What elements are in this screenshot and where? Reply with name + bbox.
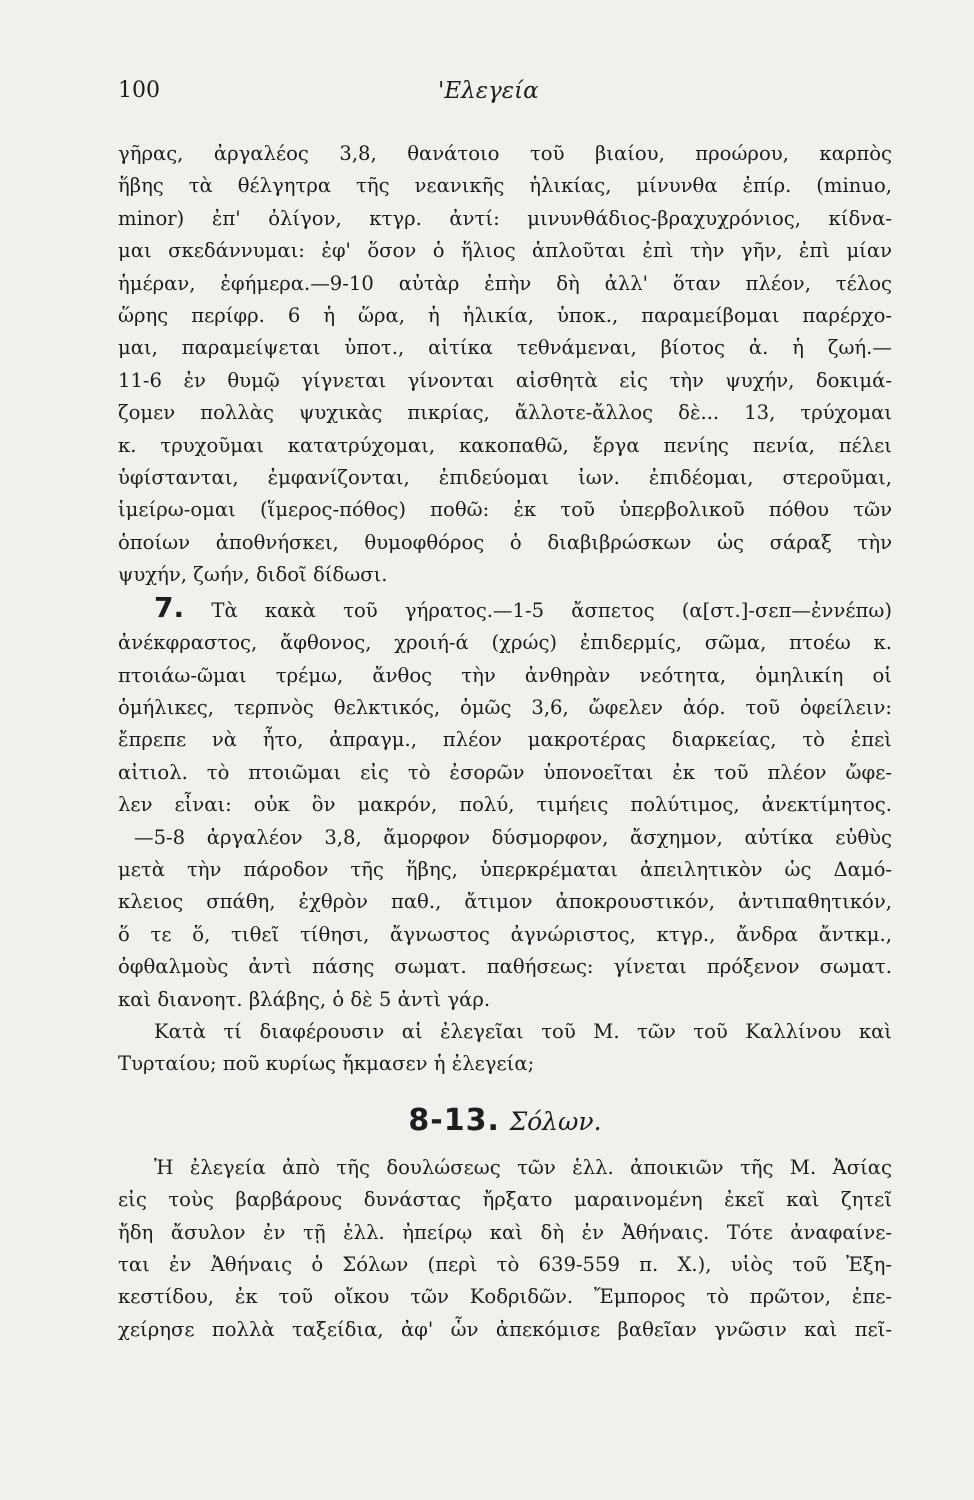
- study-question: [118, 1016, 892, 1081]
- text-line: μαι, παραμείψεται ὑποτ., αἰτίκα τεθνάμεναι, βίοτος ἀ. ἡ ζωή.—: [118, 336, 892, 360]
- text-line: ζομεν πολλὰς ψυχικὰς πικρίας, ἄλλοτε-ἄλλος δὲ... 13, τρύχομαι: [118, 401, 892, 425]
- running-head: [118, 70, 892, 116]
- running-title: 'Ελεγεία: [438, 78, 539, 104]
- text-line: ψυχήν, ζωήν, διδοῖ δίδωσι.: [118, 563, 388, 587]
- text-line: ἤδη ἄσυλον ἐν τῇ ἑλλ. ἠπείρῳ καὶ δὴ ἐν Ἀθήναις. Τότε ἀναφαίνε-: [118, 1220, 892, 1244]
- text-line: ὅ τε ὅ, τιθεῖ τίθησι, ἄγνωστος ἀγνώριστος, κτγρ., ἄνδρα ἄντκμ.,: [118, 922, 892, 946]
- text-line: αἰτιολ. τὸ πτοιῶμαι εἰς τὸ ἐσορῶν ὑπονοεῖται ἐκ τοῦ πλέον ὤφε-: [118, 760, 892, 784]
- text-line: Ἡ ἐλεγεία ἀπὸ τῆς δουλώσεως τῶν ἑλλ. ἀποικιῶν τῆς Μ. Ἀσίας: [154, 1155, 892, 1179]
- section-heading-title: Σόλων.: [509, 1106, 602, 1136]
- section-7-first-line: [118, 592, 892, 627]
- page-number: 100: [118, 78, 160, 103]
- text-line: εἰς τοὺς βαρβάρους δυνάστας ἤρξατο μαραινομένη ἐκεῖ καὶ ζητεῖ: [118, 1188, 892, 1212]
- text-line: ὑφίστανται, ἐμφανίζονται, ἐπιδεύομαι ἰων. ἐπιδέομαι, στεροῦμαι,: [118, 466, 892, 490]
- text-line: λεν εἶναι: οὐκ ὂν μακρόν, πολύ, τιμήεις πολύτιμος, ἀνεκτίμητος.: [118, 793, 892, 817]
- text-line: ἡμέραν, ἐφήμερα.—9-10 αὐτὰρ ἐπὴν δὴ ἀλλ' ὅταν πλέον, τέλος: [118, 271, 892, 295]
- text-line: ὁποίων ἀποθνήσκει, θυμοφθόρος ὁ διαβιβρώσκων ὡς σάραξ τὴν: [118, 530, 892, 554]
- text-line: Τυρταίου; ποῦ κυρίως ἤκμασεν ἡ ἐλεγεία;: [118, 1052, 535, 1076]
- text-line: κεστίδου, ἐκ τοῦ οἴκου τῶν Κοδριδῶν. Ἔμπορος τὸ πρῶτον, ἐπε-: [118, 1285, 892, 1309]
- commentary-paragraph: [118, 138, 892, 592]
- text-line: Κατὰ τί διαφέρουσιν αἱ ἐλεγεῖαι τοῦ Μ. τῶν τοῦ Καλλίνου καὶ: [154, 1019, 892, 1043]
- text-line: ἱμείρω-ομαι (ἵμερος-πόθος) ποθῶ: ἐκ τοῦ ὑπερβολικοῦ πόθου τῶν: [118, 498, 892, 522]
- text-line: 11-6 ἐν θυμῷ γίγνεται γίνονται αἰσθητὰ εἰς τὴν ψυχήν, δοκιμά-: [118, 368, 892, 392]
- text-line: κλειος σπάθη, ἐχθρὸν παθ., ἄτιμον ἀποκρουστικόν, ἀντιπαθητικόν,: [118, 890, 892, 914]
- text-line: ἥβης τὰ θέλγητρα τῆς νεανικῆς ἡλικίας, μίνυνθα ἐπίρ. (minuo,: [118, 174, 892, 198]
- text-line: κ. τρυχοῦμαι κατατρύχομαι, κακοπαθῶ, ἔργα πενίης πενία, πέλει: [118, 433, 892, 457]
- text-line: ται ἐν Ἀθήναις ὁ Σόλων (περὶ τὸ 639-559 π. Χ.), υἱὸς τοῦ Ἐξη-: [118, 1253, 892, 1276]
- text-line: ἔπρεπε νὰ ἦτο, ἀπραγμ., πλέον μακροτέρας διαρκείας, τὸ ἐπεὶ: [118, 728, 892, 752]
- text-line: ἀνέκφραστος, ἄφθονος, χροιή-ά (χρώς) ἐπιδερμίς, σῶμα, πτοέω κ.: [118, 631, 892, 655]
- section-heading-number: 8-13.: [408, 1102, 500, 1138]
- text-line: —5-8 ἀργαλέον 3,8, ἄμορφον δύσμορφον, ἄσχημον, αὐτίκα εὐθὺς: [134, 825, 892, 849]
- text-line: ὁμήλικες, τερπνὸς θελκτικός, ὁμῶς 3,6, ὤφελεν ἀόρ. τοῦ ὀφείλειν:: [118, 695, 892, 719]
- text-line: χείρησε πολλὰ ταξείδια, ἀφ' ὧν ἀπεκόμισε βαθεῖαν γνῶσιν καὶ πεῖ-: [118, 1317, 892, 1341]
- section-7-number: 7.: [154, 590, 185, 624]
- text-line: πτοιάω-ῶμαι τρέμω, ἄνθος τὴν ἀνθηρὰν νεότητα, ὁμηλικίη οἱ: [118, 663, 892, 687]
- text-line: ὥρης περίφρ. 6 ἡ ὥρα, ἡ ἡλικία, ὑποκ., παραμείβομαι παρέρχο-: [118, 304, 892, 328]
- solon-paragraph: [118, 1152, 892, 1346]
- text-line: γῆρας, ἀργαλέος 3,8, θανάτοιο τοῦ βιαίου, προώρου, καρπὸς: [118, 142, 892, 165]
- text-line: καὶ διανοητ. βλάβης, ὁ δὲ 5 ἀντὶ γάρ.: [118, 987, 491, 1011]
- text-line: ὀφθαλμοὺς ἀντὶ πάσης σωματ. παθήσεως: γίνεται πρόξενον σωματ.: [118, 955, 892, 979]
- section-heading: [118, 1099, 892, 1144]
- text-line: μαι σκεδάννυμαι: ἐφ' ὅσον ὁ ἥλιος ἁπλοῦται ἐπὶ τὴν γῆν, ἐπὶ μίαν: [118, 239, 892, 263]
- section-7: [118, 592, 892, 1016]
- text-line: μετὰ τὴν πάροδον τῆς ἥβης, ὑπερκρέμαται ἀπειλητικὸν ὡς Δαμό-: [118, 857, 892, 881]
- text-line: Τὰ κακὰ τοῦ γήρατος.—1-5 ἄσπετος (α[στ.]-σεπ—ἐννέπω): [211, 598, 892, 622]
- text-line: minor) ἐπ' ὀλίγον, κτγρ. ἀντί: μινυνθάδιος-βραχυχρόνιος, κίδνα-: [118, 206, 892, 230]
